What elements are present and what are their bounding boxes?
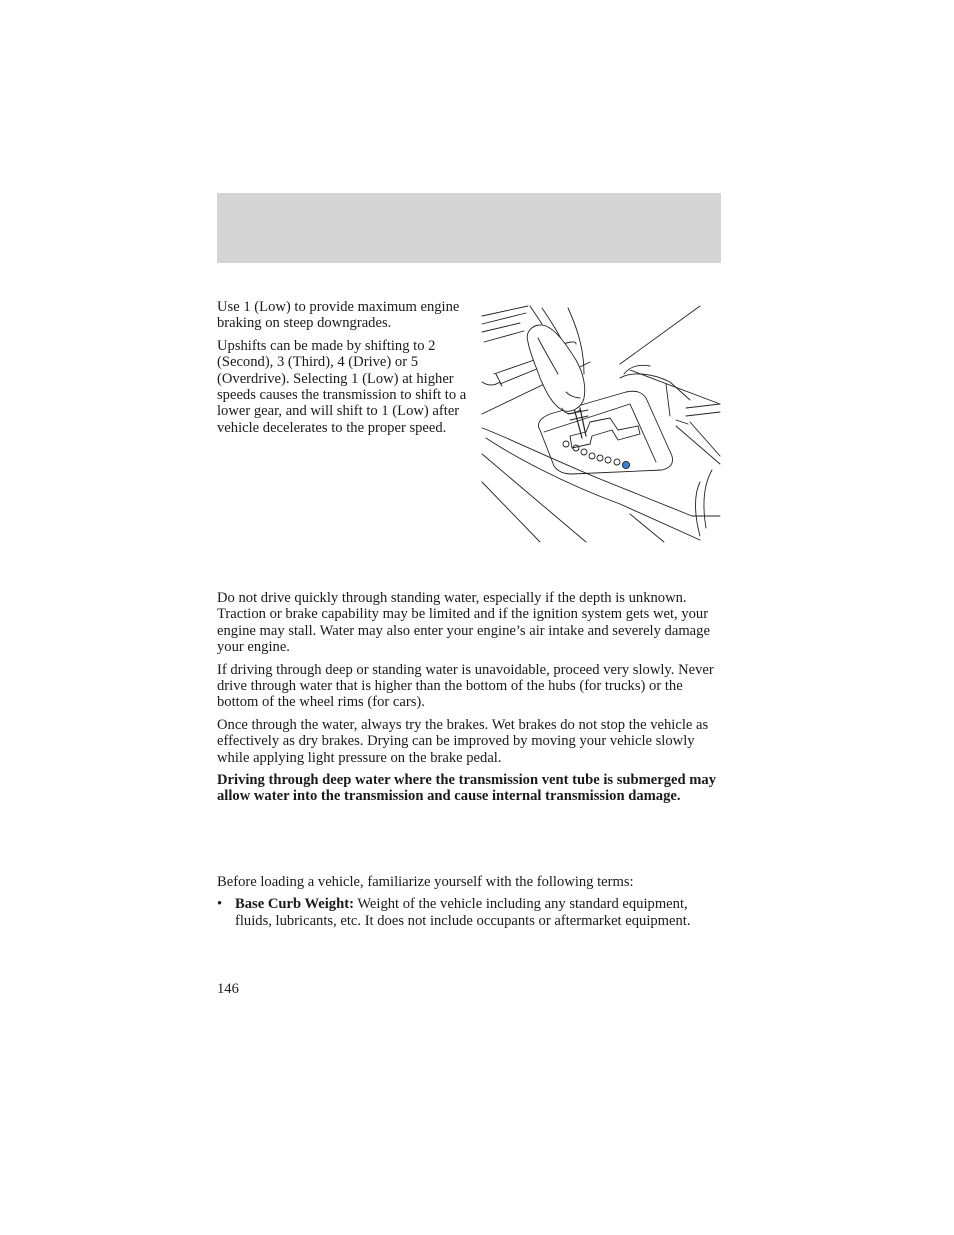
bullet-icon: • xyxy=(217,896,223,913)
definition-base-curb-weight: Weight of the vehicle including any standard equipment, fluids, lubricants, etc. It does not include occupants or aftermarket equipment. xyxy=(235,896,691,929)
shifting-paragraph-1: Use 1 (Low) to provide maximum engine braking on steep downgrades. xyxy=(217,299,460,332)
shifting-text-column xyxy=(217,299,469,442)
water-paragraph-3: Once through the water, always try the brakes. Wet brakes do not stop the vehicle as effectively as dry brakes. Drying can be improved by moving your vehicle slowly while applying light pressure on the brake pedal. xyxy=(217,716,709,766)
page-number: 146 xyxy=(217,981,239,997)
water-section xyxy=(217,590,717,811)
gear-shift-illustration xyxy=(480,304,722,544)
water-warning: Driving through deep water where the transmission vent tube is submerged may allow water into the transmission and cause internal transmission damage. xyxy=(217,772,717,805)
loading-section xyxy=(217,874,717,929)
water-paragraph-2: If driving through deep or standing water is unavoidable, proceed very slowly. Never drive through water that is higher than the bottom of the hubs (for trucks) or the bottom of the wheel rims (for cars). xyxy=(217,661,714,711)
loading-intro: Before loading a vehicle, familiarize yourself with the following terms: xyxy=(217,874,634,890)
list-item xyxy=(217,896,717,929)
term-base-curb-weight: Base Curb Weight: xyxy=(235,896,354,913)
gear-indicator-row xyxy=(563,441,630,469)
shifting-paragraph-2: Upshifts can be made by shifting to 2 (Second), 3 (Third), 4 (Drive) or 5 (Overdrive). Selecting 1 (Low) at higher speeds causes the transmission to shift to a lower gear, and will shift to 1 (Low) after vehicle decelerates to the proper speed. xyxy=(217,337,467,436)
section-header-band xyxy=(217,193,721,263)
water-paragraph-1: Do not drive quickly through standing water, especially if the depth is unknown. Traction or brake capability may be limited and if the ignition system gets wet, your engine may stall. Water may also enter your engine’s air intake and severely damage your engine. xyxy=(217,590,710,656)
